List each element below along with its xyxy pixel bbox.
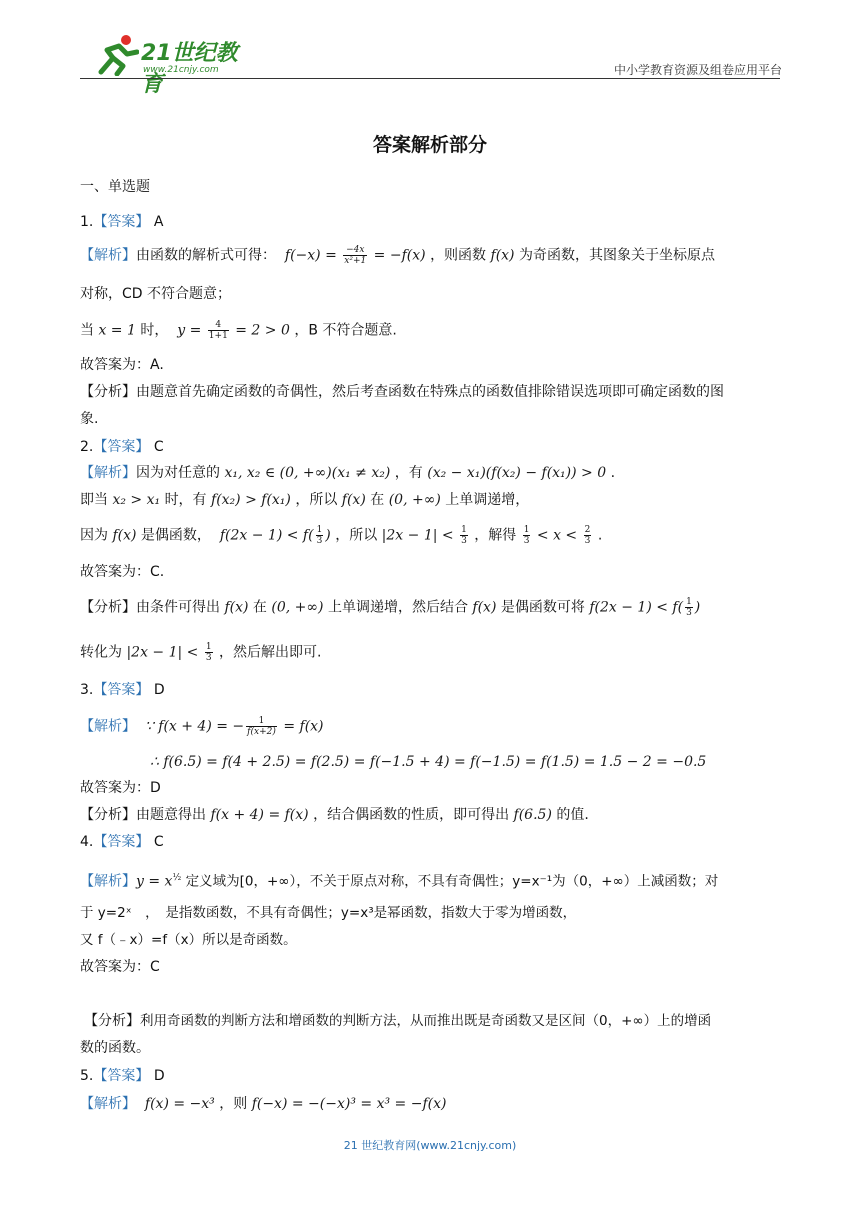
q2-jx-tag: 【解析】 — [80, 465, 136, 481]
q1-l3-e: = 2 > 0 — [230, 322, 290, 339]
q2-fx-g: 是偶函数可将 — [500, 599, 585, 616]
runner-logo-icon — [93, 32, 139, 76]
q4-l1-b: 定义域为[0，+∞），不关于原点对称，不具有奇偶性；y=x⁻¹为（0，+∞）上减函数；对 — [185, 873, 719, 890]
q1-l3-f: ，B 不符合题意. — [294, 322, 397, 339]
q5-l1-b: ，则 — [219, 1096, 248, 1112]
q1-frac-den: x²+1 — [344, 256, 367, 266]
q2-l1-c: ，有 — [394, 465, 423, 481]
q1-fx-line2: 象. — [80, 411, 99, 427]
q2-fx-f: f(x) — [472, 599, 497, 616]
q2-fx-h: f(2x − 1) < f( — [589, 599, 684, 616]
q5-answer-tag: 【答案】 — [93, 1068, 150, 1084]
q2-fx-i: ) — [694, 599, 701, 616]
q1-fx-text: 由题意首先确定函数的奇偶性，然后考查函数在特殊点的函数值排除错误选项即可确定函数的图 — [136, 384, 724, 400]
header-divider — [80, 78, 780, 79]
q3-answer: D — [153, 682, 165, 698]
q2-answer-tag: 【答案】 — [93, 439, 150, 455]
q1-answer: A — [153, 214, 164, 230]
q1-math3: f(x) — [490, 247, 515, 264]
q3-l1-a: ∵ f(x + 4) = − — [144, 718, 245, 735]
q2-l3-b: f(x) — [112, 527, 137, 544]
q3-conclusion: 故答案为：D — [80, 780, 161, 796]
q1-fx-tag: 【分析】 — [80, 384, 136, 400]
q3-fx-line1 — [80, 805, 589, 825]
q2-fx-a: 由条件可得出 — [136, 599, 220, 616]
q3-jx-line2: ∴ f(6.5) = f(4 + 2.5) = f(2.5) = f(−1.5 + 4) = f(−1.5) = f(1.5) = 1.5 − 2 = −0.5 — [150, 754, 707, 770]
q4-l1-exp: ½ — [172, 873, 182, 883]
q3-fx-a: 由题意得出 — [136, 807, 206, 823]
q3-jx-line1 — [80, 716, 324, 737]
q2-answer: C — [153, 439, 164, 455]
q3-frac-num: 1 — [246, 716, 277, 727]
q1-jx-line2: 对称，CD 不符合题意； — [80, 286, 232, 302]
q4-jx-line2: 于 y=2ˣ ， 是指数函数，不具有奇偶性；y=x³是幂函数，指数大于零为增函数， — [80, 905, 577, 921]
q2-l2-e: ，所以 — [295, 492, 338, 508]
q1-jx-text: 由函数的解析式可得： — [136, 247, 276, 264]
site-name: 中小学教育资源及组卷应用平台 — [613, 63, 782, 77]
q1-answer-tag: 【答案】 — [93, 214, 150, 230]
q2-l3-g: |2x − 1| < — [381, 527, 459, 544]
q2-fx-line1 — [80, 597, 700, 618]
q1-l3-frac-num: 4 — [208, 320, 229, 331]
q2-fx-line2 — [80, 642, 322, 663]
q1-math: f(−x) = — [284, 247, 342, 264]
q2-l3-h: ，解得 — [474, 527, 517, 544]
q2-l1-e: . — [610, 465, 616, 481]
q2-fx-b: f(x) — [224, 599, 249, 616]
q1-conclusion: 故答案为：A. — [80, 357, 164, 373]
q2-l3-frac4-den: 3 — [584, 536, 591, 546]
q3-fx-c: ，结合偶函数的性质，即可得出 — [313, 807, 510, 823]
q2-l2-f: f(x) — [341, 492, 366, 508]
q1-jx-tag: 【解析】 — [80, 247, 136, 264]
q5-jx-tag: 【解析】 — [80, 1096, 136, 1112]
q2-l3-frac3-den: 3 — [523, 536, 530, 546]
q5-l1-a: f(x) = −x³ — [144, 1096, 215, 1112]
q4-number: 4. — [80, 834, 94, 850]
q3-fraction — [246, 716, 277, 737]
q2-l2-g: 在 — [370, 492, 385, 508]
page-title: 答案解析部分 — [372, 134, 487, 156]
q2-fx2-a: 转化为 — [80, 644, 122, 661]
q2-l1-a: 因为对任意的 — [136, 465, 220, 481]
q2-fx-tag: 【分析】 — [80, 599, 136, 616]
q2-l3-e: ) — [325, 527, 331, 544]
footer: 21 世纪教育网(www.21cnjy.com) — [343, 1139, 517, 1152]
section-heading: 一、单选题 — [80, 179, 150, 195]
q1-text3: 为奇函数，其图象关于坐标原点 — [518, 247, 715, 264]
q3-answer-tag: 【答案】 — [93, 682, 150, 698]
q1-answer-line — [80, 212, 163, 232]
q1-l3-c: 时， — [140, 322, 169, 339]
q2-fx2-c: ，然后解出即可. — [219, 644, 322, 661]
q2-fx-frac1 — [685, 597, 693, 618]
q2-fx2-b: |2x − 1| < — [126, 644, 203, 661]
q3-fx-b: f(x + 4) = f(x) — [210, 807, 309, 823]
q4-answer-tag: 【答案】 — [93, 834, 150, 850]
q2-l3-frac1 — [316, 525, 324, 546]
q3-frac-den: f(x+2) — [247, 727, 276, 737]
q4-fx-line1 — [84, 1011, 711, 1031]
q1-number: 1. — [80, 214, 94, 230]
q5-number: 5. — [80, 1068, 94, 1084]
q1-jx-line1 — [80, 245, 715, 266]
q2-l3-frac3 — [523, 525, 531, 546]
logo-text: 21世纪教育 — [141, 41, 238, 97]
q1-math2: = −f(x) — [369, 247, 426, 264]
q1-l3-b: x = 1 — [98, 322, 136, 339]
q2-l1-b: x₁, x₂ ∈ (0, +∞)(x₁ ≠ x₂) — [224, 465, 391, 481]
q3-fx-d: f(6.5) — [513, 807, 552, 823]
q2-l3-frac1-num: 1 — [316, 525, 323, 535]
q2-fx-frac1-den: 3 — [686, 608, 692, 618]
q1-fraction — [343, 245, 367, 266]
q2-l3-frac2-den: 3 — [461, 536, 467, 546]
q4-jx-line1 — [80, 868, 718, 892]
q1-jx-line3 — [80, 320, 397, 341]
q2-fx-frac2 — [205, 642, 213, 663]
q5-jx-line1 — [80, 1094, 446, 1114]
q2-l3-f: ，所以 — [335, 527, 378, 544]
q4-jx-tag: 【解析】 — [80, 873, 136, 890]
q4-jx-line3: 又 f（﹣x）=f（x）所以是奇函数。 — [80, 932, 297, 948]
q2-answer-line — [80, 437, 164, 457]
q2-jx-line2 — [80, 490, 529, 510]
q3-fx-e: 的值. — [556, 807, 589, 823]
q2-l2-a: 即当 — [80, 492, 108, 508]
q5-answer: D — [153, 1068, 165, 1084]
q3-number: 3. — [80, 682, 94, 698]
q2-l3-j: . — [597, 527, 603, 544]
q3-l1-b: = f(x) — [278, 718, 324, 735]
q2-fx-frac2-den: 3 — [205, 653, 212, 663]
q1-l3-a: 当 — [80, 322, 94, 339]
logo — [93, 32, 258, 97]
q1-frac-num: −4x — [343, 245, 367, 256]
q4-answer: C — [153, 834, 164, 850]
q4-l1-a: y = x — [136, 873, 173, 890]
q2-l1-d: (x₂ − x₁)(f(x₂) − f(x₁)) > 0 — [427, 465, 607, 481]
q4-answer-line — [80, 832, 164, 852]
q2-l2-d: f(x₂) > f(x₁) — [211, 492, 291, 508]
q2-l3-frac2 — [460, 525, 468, 546]
q2-l2-b: x₂ > x₁ — [112, 492, 161, 508]
q3-jx-tag: 【解析】 — [80, 718, 136, 735]
q2-l3-a: 因为 — [80, 527, 108, 544]
q4-conclusion: 故答案为：C — [80, 959, 160, 975]
q4-fx-tag: 【分析】 — [84, 1013, 140, 1029]
q2-jx-line3 — [80, 525, 602, 546]
q2-fx-frac2-num: 1 — [205, 642, 212, 652]
q2-l3-d: f(2x − 1) < f( — [219, 527, 314, 544]
q5-answer-line — [80, 1066, 165, 1086]
q2-fx-c: 在 — [252, 599, 267, 616]
q2-jx-line1 — [80, 463, 615, 483]
q2-number: 2. — [80, 439, 94, 455]
q2-l3-i: < x < — [532, 527, 582, 544]
q1-l3-fraction — [208, 320, 229, 341]
q1-text2: ，则函数 — [430, 247, 487, 264]
q1-l3-frac-den: 1+1 — [208, 331, 228, 341]
q2-l3-frac3-num: 1 — [523, 525, 530, 535]
logo-url: www.21cnjy.com — [143, 65, 219, 75]
q1-fx-line1 — [80, 382, 724, 402]
q3-fx-tag: 【分析】 — [80, 807, 136, 823]
q2-l3-frac4-num: 2 — [584, 525, 591, 535]
q3-answer-line — [80, 680, 165, 700]
q1-l3-d: y = — [177, 322, 206, 339]
q4-fx-line2: 数的函数。 — [80, 1040, 150, 1056]
q2-l3-c: 是偶函数， — [140, 527, 211, 544]
q2-l3-frac1-den: 3 — [316, 536, 323, 546]
q2-conclusion: 故答案为：C. — [80, 564, 165, 580]
q5-l1-c: f(−x) = −(−x)³ = x³ = −f(x) — [251, 1096, 447, 1112]
q2-fx-e: 上单调递增，然后结合 — [327, 599, 468, 616]
q2-l3-frac4 — [584, 525, 592, 546]
q4-fx-text: 利用奇函数的判断方法和增函数的判断方法，从而推出既是奇函数又是区间（0，+∞）上的增函 — [140, 1013, 712, 1029]
q2-l2-c: 时，有 — [164, 492, 207, 508]
q2-l2-h: (0, +∞) — [388, 492, 441, 508]
q2-fx-d: (0, +∞) — [271, 599, 324, 616]
q2-fx-frac1-num: 1 — [686, 597, 692, 607]
q2-l2-i: 上单调递增， — [445, 492, 530, 508]
q2-l3-frac2-num: 1 — [461, 525, 467, 535]
